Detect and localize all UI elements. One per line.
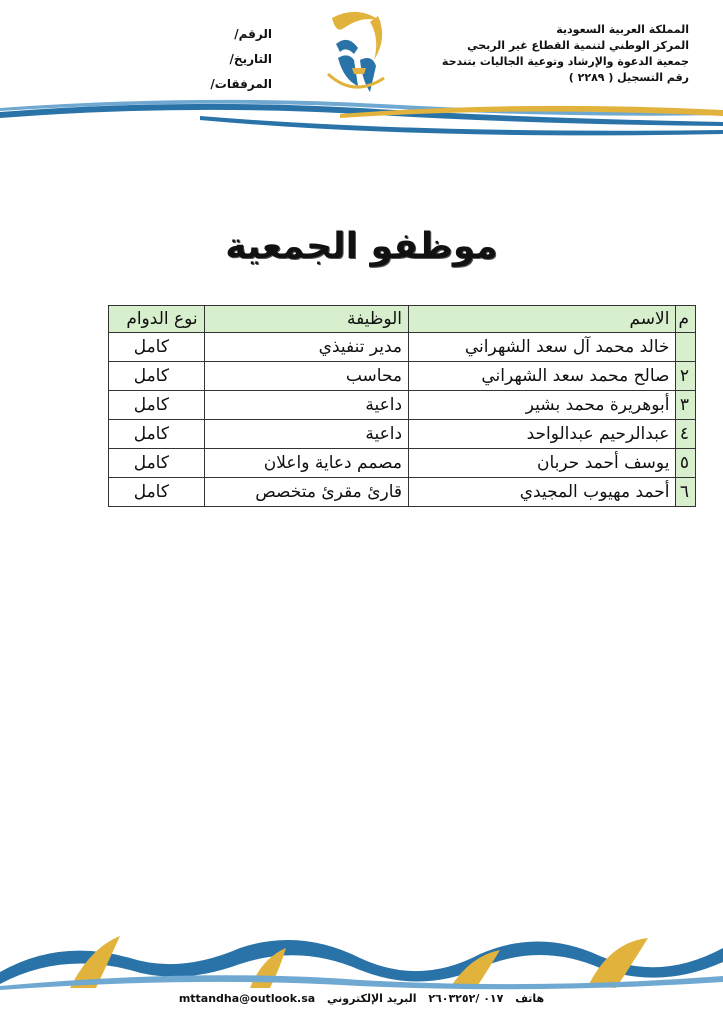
row-num: ٢: [676, 362, 696, 391]
table-row: [109, 478, 696, 507]
row-name: صالح محمد سعد الشهراني: [409, 362, 676, 391]
row-type: كامل: [109, 420, 205, 449]
email-value[interactable]: mttandha@outlook.sa: [178, 992, 316, 1005]
org-line-registration: رقم التسجيل ( ٢٢٨٩ ): [568, 71, 689, 84]
org-line-center: المركز الوطني لتنمية القطاع غير الربحي: [467, 39, 689, 52]
reference-labels: [192, 22, 272, 97]
ref-attachments-label: المرفقات/: [210, 77, 272, 91]
row-num: ٣: [676, 391, 696, 420]
row-type: كامل: [109, 391, 205, 420]
table-row: [109, 333, 696, 362]
ref-number-label: الرقم/: [234, 27, 272, 41]
row-name: أبوهريرة محمد بشير: [409, 391, 676, 420]
email-label: البريد الإلكتروني: [327, 992, 417, 1005]
row-type: كامل: [109, 478, 205, 507]
row-type: كامل: [109, 449, 205, 478]
header-num: م: [676, 306, 696, 333]
row-num: ٤: [676, 420, 696, 449]
row-job: داعية: [204, 391, 408, 420]
header-job: الوظيفة: [204, 306, 408, 333]
phone-value: ٠١٧ /٢٦٠٣٢٥٢: [428, 992, 504, 1005]
table-header-row: [109, 306, 696, 333]
row-name: عبدالرحيم عبدالواحد: [409, 420, 676, 449]
row-name: أحمد مهيوب المجيدي: [409, 478, 676, 507]
header-wave-decoration: [0, 96, 723, 146]
footer-wave-decoration: [0, 928, 723, 990]
table-row: [109, 449, 696, 478]
footer-contact: [0, 992, 723, 1005]
row-name: يوسف أحمد حربان: [409, 449, 676, 478]
table-row: [109, 391, 696, 420]
row-job: مصمم دعاية واعلان: [204, 449, 408, 478]
row-num: ٥: [676, 449, 696, 478]
row-job: محاسب: [204, 362, 408, 391]
row-job: داعية: [204, 420, 408, 449]
row-num: [676, 333, 696, 362]
table-row: [109, 420, 696, 449]
staff-table: [108, 305, 696, 507]
row-name: خالد محمد آل سعد الشهراني: [409, 333, 676, 362]
row-type: كامل: [109, 362, 205, 391]
header-type: نوع الدوام: [109, 306, 205, 333]
row-num: ٦: [676, 478, 696, 507]
phone-label: هاتف: [515, 992, 545, 1005]
org-line-association: جمعية الدعوة والإرشاد وتوعية الجاليات بتندحة: [441, 55, 689, 68]
header-name: الاسم: [409, 306, 676, 333]
row-job: مدير تنفيذي: [204, 333, 408, 362]
association-logo: [318, 8, 396, 100]
organization-header: [441, 22, 689, 86]
ref-date-label: التاريخ/: [229, 52, 272, 66]
row-type: كامل: [109, 333, 205, 362]
org-line-country: المملكة العربية السعودية: [556, 23, 689, 36]
page-title: موظفو الجمعية: [225, 226, 498, 267]
row-job: قارئ مقرئ متخصص: [204, 478, 408, 507]
table-row: [109, 362, 696, 391]
